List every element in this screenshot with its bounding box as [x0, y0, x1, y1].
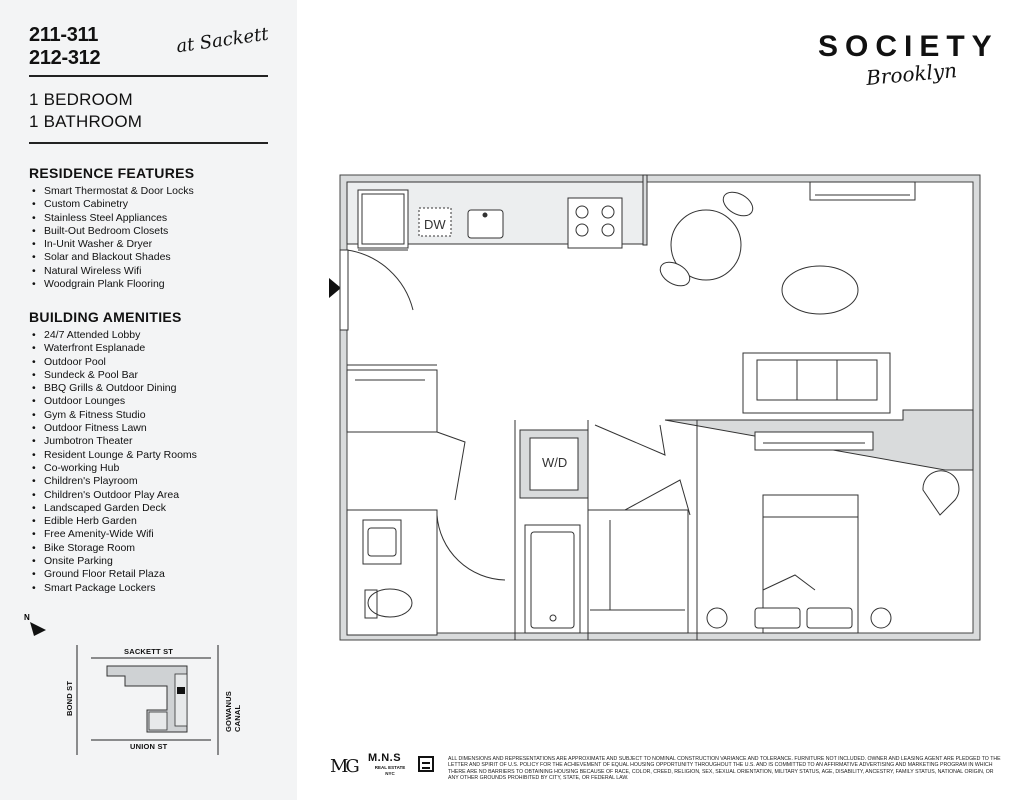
list-item: • Outdoor Pool	[32, 356, 197, 369]
mns-logo-subtitle: REAL ESTATE NYC	[374, 765, 406, 776]
street-label-north: SACKETT ST	[124, 647, 174, 656]
list-item: • Outdoor Lounges	[32, 395, 197, 408]
building-script-label: at Sackett	[174, 23, 270, 58]
list-item: • Landscaped Garden Deck	[32, 502, 197, 515]
list-item: • Natural Wireless Wifi	[32, 265, 194, 278]
list-item: • Edible Herb Garden	[32, 515, 197, 528]
mg-logo: MG	[330, 756, 357, 777]
list-item: • In-Unit Washer & Dryer	[32, 238, 194, 251]
list-item: • Ground Floor Retail Plaza	[32, 568, 197, 581]
list-item: • Co-working Hub	[32, 462, 197, 475]
list-item: • Custom Cabinetry	[32, 198, 194, 211]
compass-label: N	[24, 613, 30, 622]
mns-logo: M.N.S	[368, 752, 402, 764]
list-item: • Built-Out Bedroom Closets	[32, 225, 194, 238]
building-amenities-title: BUILDING AMENITIES	[29, 309, 182, 325]
info-sidebar	[0, 0, 297, 800]
list-item: • Gym & Fitness Studio	[32, 409, 197, 422]
brand-logo: SOCIETY	[818, 30, 999, 63]
divider	[29, 142, 268, 144]
street-label-west: BOND ST	[65, 680, 74, 716]
list-item: • Stainless Steel Appliances	[32, 212, 194, 225]
street-label-east: GOWANUS CANAL	[224, 691, 242, 732]
bedroom-count: 1 BEDROOM	[29, 90, 133, 109]
list-item: • Resident Lounge & Party Rooms	[32, 449, 197, 462]
list-item: • Free Amenity-Wide Wifi	[32, 528, 197, 541]
list-item: • Waterfront Esplanade	[32, 342, 197, 355]
site-map	[55, 640, 270, 760]
bathroom-count: 1 BATHROOM	[29, 112, 143, 131]
residence-features-title: RESIDENCE FEATURES	[29, 165, 195, 181]
list-item: • Outdoor Fitness Lawn	[32, 422, 197, 435]
brand-logo-subtitle: Brooklyn	[865, 58, 958, 90]
unit-type	[29, 89, 142, 133]
legal-disclaimer: ALL DIMENSIONS AND REPRESENTATIONS ARE APPROXIMATE AND SUBJECT TO NOMINAL CONSTRUCTION VARIANCE AND TOLERANCE. FURNITURE NOT INCLUDED. OWNER AND LEASING AGENT ARE PLEDGED TO THE LETTER AND SPIRIT OF U.S. POLICY FOR THE ACHIEVEMENT OF EQUAL HOUSING OPPORTUNITY THROUGHOUT THE U.S. AND IS COMMITTED TO AN AFFIRMATIVE ADVERTISING AND MARKETING PROGRAM IN WHICH THERE ARE NO BARRIERS TO OBTAINING HOUSING BECAUSE OF RACE, COLOR, CREED, RELIGION, SEX, SEXUAL ORIENTATION, MILITARY STATUS, AGE, DISABILITY, ANCESTRY, FAMILY STATUS, NATIONAL ORIGIN, OR ANY OTHER GROUNDS PROHIBITED BY CITY, STATE, OR FEDERAL LAW.	[448, 756, 1001, 782]
list-item: • Solar and Blackout Shades	[32, 251, 194, 264]
list-item: • Bike Storage Room	[32, 542, 197, 555]
building-amenities-list	[32, 329, 197, 595]
list-item: • 24/7 Attended Lobby	[32, 329, 197, 342]
unit-number-secondary: 212-312	[29, 47, 101, 69]
equal-housing-icon	[418, 756, 434, 772]
list-item: • Children's Playroom	[32, 475, 197, 488]
list-item: • Children's Outdoor Play Area	[32, 489, 197, 502]
list-item: • Jumbotron Theater	[32, 435, 197, 448]
floor-plan	[325, 170, 995, 650]
list-item: • Woodgrain Plank Flooring	[32, 278, 194, 291]
list-item: • Smart Package Lockers	[32, 582, 197, 595]
unit-number-primary: 211-311	[29, 24, 99, 46]
divider	[29, 75, 268, 77]
unit-numbers	[29, 24, 100, 70]
street-label-south: UNION ST	[130, 742, 168, 751]
residence-features-list	[32, 185, 194, 291]
list-item: • BBQ Grills & Outdoor Dining	[32, 382, 197, 395]
list-item: • Onsite Parking	[32, 555, 197, 568]
washer-dryer-label: W/D	[542, 455, 568, 470]
list-item: • Sundeck & Pool Bar	[32, 369, 197, 382]
list-item: • Smart Thermostat & Door Locks	[32, 185, 194, 198]
dishwasher-label: DW	[424, 217, 446, 232]
north-compass-icon	[22, 610, 52, 640]
